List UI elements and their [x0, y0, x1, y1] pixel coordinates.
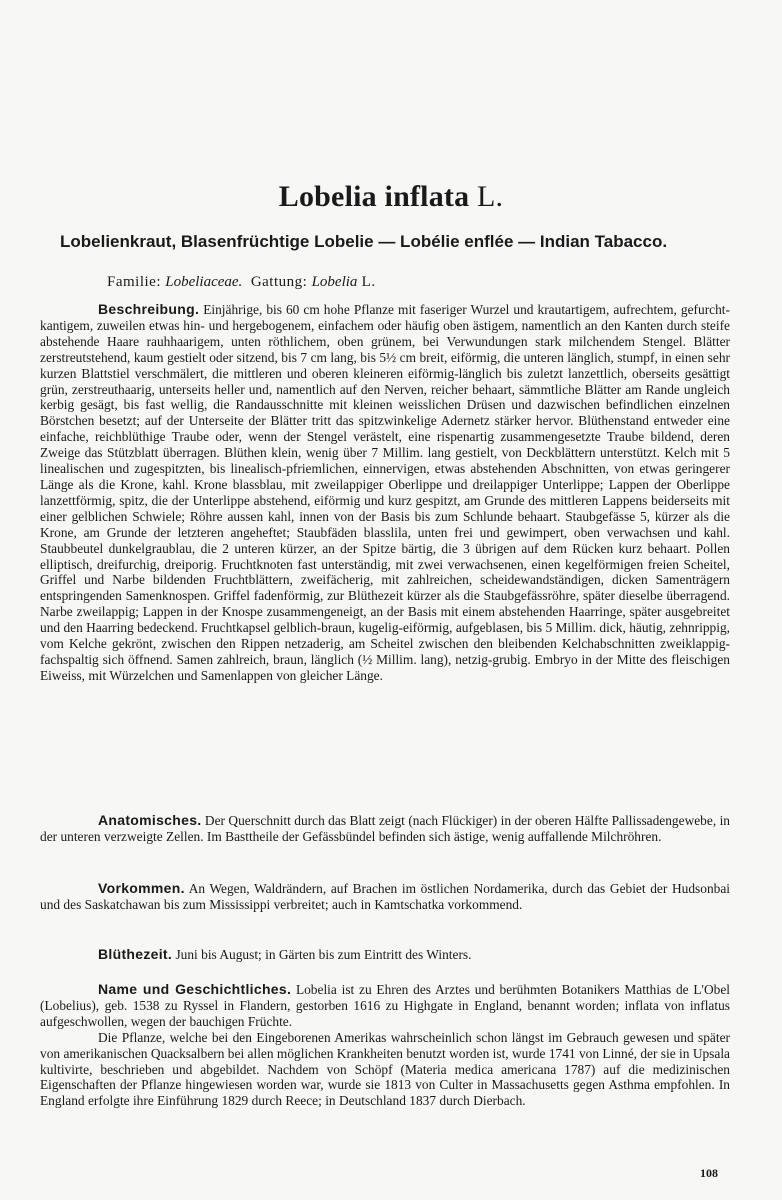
taxonomy-line	[107, 274, 376, 291]
page-number: 108	[700, 1166, 718, 1180]
text-name-geschichtliches-2: Die Pflanze, welche bei den Eingeborenen Amerikas wahrscheinlich schon längst im Gebrauch gewesen und später von amerikanischen Quacksalbern bei allen möglichen Krankheiten benutzt worden ist, wurde 1741 von Linné, der sie in Upsala kultivirte, beschrieben und abgebildet. Nachdem von Schöpf (Materia medica americana 1787) auf die medizinischen Eigenschaften der Pflanze hingewiesen worden war, wurde sie 1813 von Culter in Massachusetts gegen Asthma empfohlen. In England erfolgte ihre Einführung 1829 durch Reece; in Deutschland 1837 durch Dierbach.	[40, 1029, 730, 1109]
family-label: Familie:	[107, 274, 161, 290]
text-anatomisches: Der Querschnitt durch das Blatt zeigt (nach Flückiger) in der oberen Hälfte Pallissadengewebe, in der unteren verzweigte Zellen. Im Basttheile der Gefässbündel befinden sich ästige, wenig auffallende Milchröhren.	[40, 813, 730, 844]
heading-bluethezeit: Blüthezeit.	[98, 946, 173, 962]
text-name-geschichtliches: Lobelia ist zu Ehren des Arztes und berühmten Botanikers Matthias de L'Obel (Lobelius), geb. 1538 zu Ryssel in Flandern, gestorben 1616 zu Highgate in England, benannt worden; inflata von inflatus aufgeschwollen, wegen der bauchigen Früchte.	[40, 982, 730, 1029]
section-anatomisches	[40, 813, 730, 845]
section-vorkommen	[40, 881, 730, 913]
title-name: Lobelia inflata	[278, 180, 470, 213]
text-bluethezeit: Juni bis August; in Gärten bis zum Eintritt des Winters.	[175, 947, 472, 962]
section-bluethezeit	[40, 947, 730, 963]
family-value: Lobeliaceae.	[165, 274, 243, 290]
genus-author: L.	[361, 274, 376, 290]
common-names-subtitle: Lobelienkraut, Blasenfrüchtige Lobelie — Lobélie enflée — Indian Tabacco.	[60, 232, 668, 251]
text-beschreibung: Einjährige, bis 60 cm hohe Pflanze mit faseriger Wurzel und krautartigem, aufrechtem, gefurcht-kantigem, zuweilen etwas hin- und hergebogenem, einfachem oder häufig oben ästigem, namentlich an den Kanten durch steife abstehende Haare rauhhaarigem, unten röthlichem, oben grünem, bei Verwundungen stark milchendem Stengel. Blätter zerstreutstehend, kaum gestielt oder sitzend, bis 7 cm lang, bis 5½ cm breit, eiförmig, die unteren länglich, stumpf, in einen sehr kurzen Blattstiel verschmälert, die mittleren und oberen kleineren eiförmig-länglich bis zuletzt lanzettlich, oberseits gesättigt grün, zerstreuthaarig, unterseits heller und, namentlich auf den Nerven, reicher behaart, sämmtliche Blätter am Rande ungleich kerbig gesägt, bis fast wellig, die Randausschnitte mit kleinen weisslichen Drüsen und dazwischen befindlichen einzelnen Börstchen besetzt; auf der Unterseite der Blätter tritt das spitzwinkelige Adernetz stärker hervor. Blüthenstand entweder eine einfache, reichblüthige Traube oder, wenn der Stengel verästelt, eine rispenartig zusammengesetzte Traube bildend, deren Zweige das Stützblatt überragen. Blüthen klein, wenig über 7 Millim. lang gestielt, von Deckblättern unterstützt. Kelch mit 5 linealischen und zugespitzten, bis linealisch-pfriemlichen, einnervigen, etwas abstehenden Abschnitten, von etwas geringerer Länge als die Krone, kahl. Krone blassblau, mit zweilappiger Oberlippe und dreilappiger Unterlippe; Lappen der Oberlippe lanzettförmig, spitz, die der Unterlippe abstehend, eiförmig und kurz gespitzt, am Grunde des mittleren Lappens beiderseits mit einer gelblichen Schwiele; Röhre aussen kahl, innen von der Basis bis zum Schlunde behaart. Staubgefässe 5, kürzer als die Krone, am Grunde der letzteren angeheftet; Staubfäden blasslila, unten frei und gewimpert, oben verwachsen und kahl. Staubbeutel dunkelgraublau, die 2 unteren kürzer, an der Spitze bärtig, die 3 übrigen auf dem Rücken kurz behaart. Pollen elliptisch, dreifurchig, dreiporig. Fruchtknoten fast unterständig, mit zwei verwachsenen, einen kegelförmigen freien Scheitel, Griffel und Narbe bildenden Fruchtblättern, zweifächerig, mit zahlreichen, scheidewandständigen, dicken Samenträgern entspringenden Samenknospen. Griffel fadenförmig, zur Blüthezeit kürzer als die Staubgefässröhre, später dieselbe überragend. Narbe zweilappig; Lappen in der Knospe zusammengeneigt, an der Basis mit einem abstehenden Haarringe, später ausgebreitet und den Haarring bedeckend. Fruchtkapsel gelblich-braun, kugelig-eiförmig, aufgeblasen, bis 5 Millim. dick, häutig, zehnrippig, vom Kelche gekrönt, zwischen den Rippen netzaderig, am Scheitel zwischen den bleibenden Kelchabschnitten zweiklappig-fachspaltig sich öffnend. Samen zahlreich, braun, länglich (½ Millim. lang), netzig-grubig. Embryo in der Mitte des fleischigen Eiweiss, mit Würzelchen und Samenlappen von gleicher Länge.	[40, 302, 730, 683]
genus-label: Gattung:	[250, 274, 308, 290]
text-vorkommen: An Wegen, Waldrändern, auf Brachen im östlichen Nordamerika, durch das Gebiet der Hudsonbai und des Saskatchawan bis zum Mississippi verbreitet; auch in Kamtschatka vorkommend.	[40, 881, 731, 912]
title-author: L.	[476, 180, 504, 213]
section-beschreibung	[40, 302, 730, 684]
page-title	[0, 180, 782, 214]
heading-name-geschichtliches: Name und Geschichtliches.	[98, 981, 292, 997]
genus-value: Lobelia	[311, 274, 358, 290]
heading-beschreibung: Beschreibung.	[98, 301, 200, 317]
heading-vorkommen: Vorkommen.	[98, 880, 185, 896]
heading-anatomisches: Anatomisches.	[98, 812, 202, 828]
section-name-geschichtliches	[40, 982, 730, 1109]
